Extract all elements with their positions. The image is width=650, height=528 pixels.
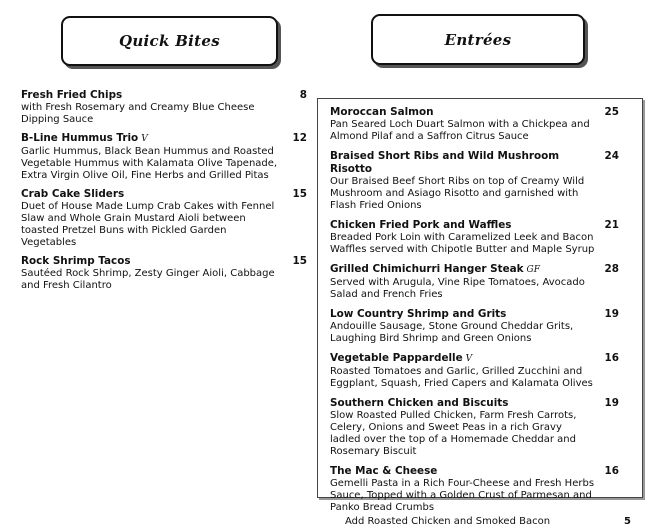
menu-item-name (330, 465, 437, 478)
quick-bites-title: Quick Bites (118, 32, 220, 50)
menu-item-header (330, 219, 619, 232)
menu-item-name (330, 308, 506, 321)
menu-item-name-text: Southern Chicken and Biscuits (330, 397, 509, 409)
menu-item-price: 21 (604, 219, 619, 231)
menu-item-header (330, 150, 619, 176)
menu-item-name (330, 219, 511, 232)
menu-item-description: Sautéed Rock Shrimp, Zesty Ginger Aioli, Cabbage and Fresh Cilantro (21, 268, 275, 291)
addon-row (330, 515, 631, 528)
menu-item (21, 132, 307, 182)
menu-item-description: Served with Arugula, Vine Ripe Tomatoes, Avocado Salad and French Fries (330, 277, 585, 300)
menu-item-price: 16 (604, 465, 619, 477)
entrees-panel (317, 98, 643, 527)
menu-item-name-text: Chicken Fried Pork and Waffles (330, 219, 512, 231)
menu-item-name (330, 352, 472, 366)
menu-item (330, 263, 619, 301)
menu-item-description: Our Braised Beef Short Ribs on top of Creamy Wild Mushroom and Asiago Risotto and garnished with Flash Fried Onions (330, 176, 585, 211)
dietary-tag: GF (526, 265, 540, 275)
menu-item-header (21, 89, 307, 102)
menu-item (21, 255, 307, 292)
menu-item (21, 89, 307, 126)
menu-item (330, 397, 619, 458)
menu-item-header (21, 188, 307, 201)
menu-item (330, 106, 619, 143)
menu-item-header (21, 132, 307, 146)
menu-item-name-text: Moroccan Salmon (330, 106, 434, 118)
menu-item-price: 25 (604, 106, 619, 118)
menu-item-price: 28 (604, 263, 619, 275)
menu-item-header (330, 308, 619, 321)
menu-item-name (21, 255, 131, 268)
menu-item-price: 19 (604, 308, 619, 320)
menu-item-price: 12 (292, 132, 307, 144)
menu-item-price: 15 (292, 255, 307, 267)
quick-bites-banner (61, 16, 278, 66)
menu-item-price: 15 (292, 188, 307, 200)
menu-item-name (330, 150, 605, 176)
addon-price: 5 (624, 516, 631, 527)
menu-item-description: Gemelli Pasta in a Rich Four-Cheese and Fresh Herbs Sauce, Topped with a Golden Crust of Parmesan and Panko Bread Crumbs (330, 478, 595, 513)
menu-item-description: Slow Roasted Pulled Chicken, Farm Fresh Carrots, Celery, Onions and Sweet Peas in a rich Gravy ladled over the top of a Homemade Cheddar and Rosemary Biscuit (330, 410, 577, 457)
menu-item (330, 352, 619, 390)
menu-item-price: 19 (604, 397, 619, 409)
menu-item-description: Breaded Pork Loin with Caramelized Leek and Bacon Waffles served with Chipotle Butter and Maple Syrup (330, 232, 595, 255)
menu-item-price: 24 (604, 150, 619, 162)
menu-item-header (330, 263, 619, 277)
menu-item (21, 188, 307, 249)
quick-bites-list (21, 89, 307, 298)
menu-item (330, 465, 619, 514)
dietary-tag: V (465, 354, 473, 364)
menu-item-description: with Fresh Rosemary and Creamy Blue Cheese Dipping Sauce (21, 102, 255, 125)
entrees-title: Entrées (444, 30, 512, 49)
menu-item-description: Roasted Tomatoes and Garlic, Grilled Zucchini and Eggplant, Squash, Fried Capers and Kalamata Olives (330, 366, 593, 389)
menu-item-name (330, 106, 434, 119)
entrees-list (330, 106, 631, 528)
menu-item-header (330, 465, 619, 478)
dietary-tag: V (141, 134, 148, 144)
menu-item-header (330, 352, 619, 366)
menu-item-header (21, 255, 307, 268)
menu-item-name (21, 188, 124, 201)
menu-item-name-text: The Mac & Cheese (330, 465, 438, 477)
menu-item-name-text: Low Country Shrimp and Grits (330, 308, 507, 320)
menu-item (330, 308, 619, 345)
menu-item-name (330, 397, 508, 410)
menu-item-name-text: Rock Shrimp Tacos (21, 255, 131, 267)
menu-item-description: Pan Seared Loch Duart Salmon with a Chickpea and Almond Pilaf and a Saffron Citrus Sauce (330, 119, 590, 142)
menu-item-name (330, 263, 540, 277)
menu-item-name-text: Fresh Fried Chips (21, 89, 123, 101)
menu-item-name-text: Grilled Chimichurri Hanger Steak (330, 263, 524, 275)
menu-item-description: Duet of House Made Lump Crab Cakes with Fennel Slaw and Whole Grain Mustard Aioli between toasted Pretzel Buns with Pickled Garden Vegetables (21, 201, 275, 248)
menu-item-header (330, 397, 619, 410)
menu-item-description: Garlic Hummus, Black Bean Hummus and Roasted Vegetable Hummus with Kalamata Olive Tapenade, Extra Virgin Olive Oil, Fine Herbs and Grilled Pitas (21, 146, 278, 181)
menu-item-header (330, 106, 619, 119)
menu-item-price: 8 (299, 89, 307, 101)
entrees-banner (371, 14, 585, 65)
menu-item-description: Andouille Sausage, Stone Ground Cheddar Grits, Laughing Bird Shrimp and Green Onions (330, 321, 574, 344)
menu-item-name-text: Braised Short Ribs and Wild Mushroom Risotto (330, 150, 560, 175)
addon-label: Add Roasted Chicken and Smoked Bacon (345, 516, 551, 527)
menu-item (330, 150, 619, 212)
menu-item-name-text: Vegetable Pappardelle (330, 352, 463, 364)
menu-item-name (21, 132, 148, 146)
menu-item-name-text: Crab Cake Sliders (21, 188, 125, 200)
menu-item-price: 16 (604, 352, 619, 364)
menu-item (330, 219, 619, 256)
menu-item-name-text: B-Line Hummus Trio (21, 132, 139, 144)
menu-item-name (21, 89, 122, 102)
